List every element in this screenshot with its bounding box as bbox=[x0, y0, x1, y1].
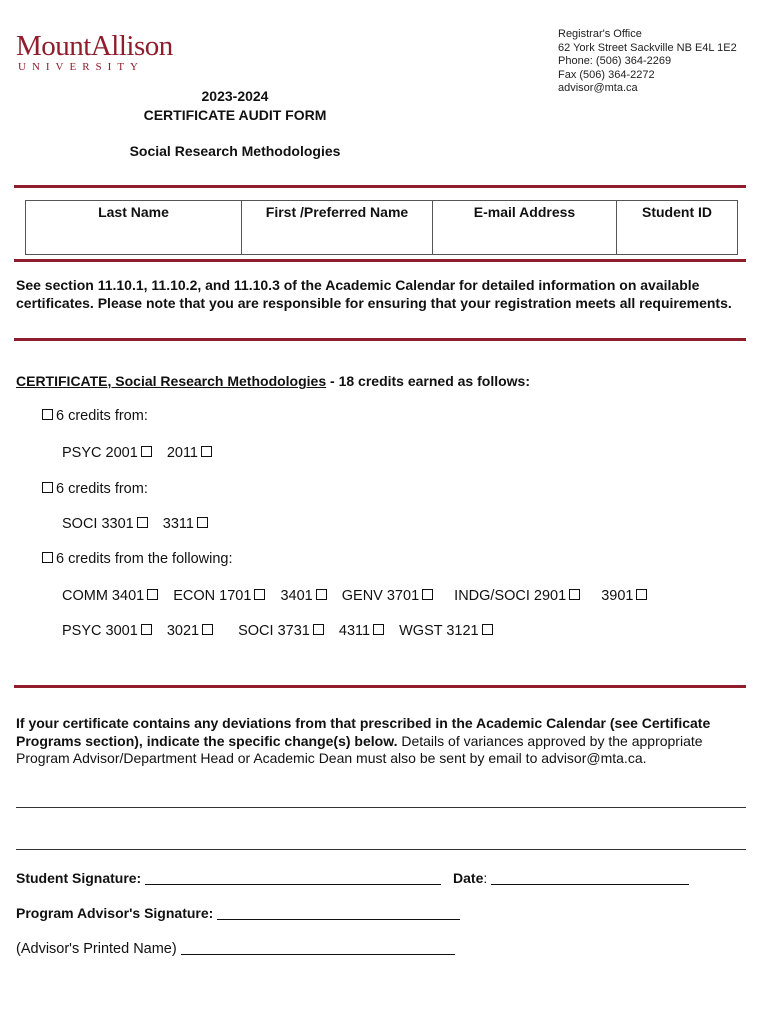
requirement-1-courses bbox=[62, 445, 215, 461]
requirement-1-label: 6 credits from: bbox=[56, 408, 148, 424]
course-label: 3021 bbox=[166, 623, 200, 639]
deviation-entry-line-2[interactable] bbox=[16, 849, 746, 850]
deviations-normal-text: Details of variances approved by the appropriate Program Advisor/Department Head or Academic Dean must also be sent by email to advisor@mta.ca. bbox=[16, 732, 703, 766]
requirement-3-courses-row-2 bbox=[62, 623, 496, 639]
first-name-field[interactable]: First /Preferred Name bbox=[242, 201, 433, 255]
divider bbox=[14, 185, 746, 188]
student-info-table bbox=[25, 200, 738, 255]
requirement-1 bbox=[42, 408, 148, 424]
course-label: PSYC 2001 bbox=[62, 445, 138, 461]
course-checkbox[interactable] bbox=[202, 624, 213, 635]
course-checkbox[interactable] bbox=[201, 446, 212, 457]
advisor-printed-name-row bbox=[16, 940, 455, 957]
course-checkbox[interactable] bbox=[482, 624, 493, 635]
requirement-2-checkbox[interactable] bbox=[42, 482, 53, 493]
deviations-instructions bbox=[16, 715, 746, 768]
advisor-printed-name-label: (Advisor's Printed Name) bbox=[16, 941, 177, 957]
certificate-heading bbox=[16, 373, 530, 389]
advisor-printed-name-field[interactable] bbox=[181, 940, 455, 955]
advisor-signature-row bbox=[16, 905, 460, 921]
office-fax: Fax (506) 364-2272 bbox=[558, 68, 655, 81]
academic-year: 2023-2024 bbox=[201, 88, 269, 104]
course-label: 4311 bbox=[338, 623, 371, 639]
date-field[interactable] bbox=[491, 870, 689, 885]
course-label: 3311 bbox=[162, 516, 194, 532]
office-name: Registrar's Office bbox=[558, 28, 642, 40]
student-signature-field[interactable] bbox=[145, 870, 441, 885]
course-label: 3901 bbox=[601, 588, 634, 604]
course-label: ECON 1701 bbox=[173, 588, 252, 604]
university-logo: MountAllison bbox=[16, 30, 173, 62]
certificate-credits: - 18 credits earned as follows: bbox=[326, 373, 530, 389]
deviations-bold-text: If your certificate contains any deviations from that prescribed in the Academic Calendar (see Certificate Programs section), indicate the specific change(s) below. bbox=[16, 715, 711, 749]
requirement-2-label: 6 credits from: bbox=[56, 481, 148, 497]
course-checkbox[interactable] bbox=[147, 589, 158, 600]
course-checkbox[interactable] bbox=[141, 624, 152, 635]
advisor-signature-field[interactable] bbox=[217, 905, 460, 920]
email-field[interactable]: E-mail Address bbox=[433, 201, 617, 255]
requirement-3-checkbox[interactable] bbox=[42, 552, 53, 563]
course-label: 3401 bbox=[280, 588, 313, 604]
office-address: 62 York Street Sackville NB E4L 1E2 bbox=[558, 41, 737, 54]
course-label: SOCI 3731 bbox=[238, 623, 310, 639]
course-checkbox[interactable] bbox=[422, 589, 433, 600]
requirement-3-label: 6 credits from the following: bbox=[56, 551, 233, 567]
course-checkbox[interactable] bbox=[137, 517, 148, 528]
course-label: SOCI 3301 bbox=[62, 516, 134, 532]
program-title: Social Research Methodologies bbox=[129, 143, 341, 159]
course-checkbox[interactable] bbox=[373, 624, 384, 635]
requirement-3-courses-row-1 bbox=[62, 588, 650, 604]
calendar-notice: See section 11.10.1, 11.10.2, and 11.10.3 of the Academic Calendar for detailed information on available certificates. Please note that you are responsible for ensuring that your registration meets all requirements. bbox=[16, 277, 732, 311]
divider bbox=[14, 685, 746, 688]
office-phone: Phone: (506) 364-2269 bbox=[558, 55, 672, 67]
course-label: GENV 3701 bbox=[341, 588, 420, 604]
course-label: PSYC 3001 bbox=[62, 623, 138, 639]
course-label: INDG/SOCI 2901 bbox=[454, 588, 567, 604]
course-checkbox[interactable] bbox=[569, 589, 580, 600]
divider bbox=[14, 338, 746, 341]
office-email: advisor@mta.ca bbox=[558, 82, 638, 94]
university-logo-subtitle: UNIVERSITY bbox=[18, 61, 144, 73]
requirement-2 bbox=[42, 481, 148, 497]
last-name-field[interactable]: Last Name bbox=[26, 201, 242, 255]
requirement-3 bbox=[42, 551, 233, 567]
advisor-signature-label: Program Advisor's Signature: bbox=[16, 905, 214, 921]
date-label: Date bbox=[453, 870, 484, 886]
course-checkbox[interactable] bbox=[316, 589, 327, 600]
course-checkbox[interactable] bbox=[636, 589, 647, 600]
course-checkbox[interactable] bbox=[313, 624, 324, 635]
registrar-office-contact bbox=[558, 28, 737, 96]
certificate-name: CERTIFICATE, Social Research Methodologies bbox=[16, 373, 327, 389]
student-signature-row bbox=[16, 870, 689, 886]
course-checkbox[interactable] bbox=[141, 446, 152, 457]
divider bbox=[14, 259, 746, 262]
course-label: COMM 3401 bbox=[62, 588, 145, 604]
course-label: 2011 bbox=[166, 445, 198, 461]
form-title: CERTIFICATE AUDIT FORM bbox=[143, 107, 327, 123]
course-checkbox[interactable] bbox=[254, 589, 265, 600]
course-label: WGST 3121 bbox=[399, 623, 479, 639]
deviation-entry-line-1[interactable] bbox=[16, 807, 746, 808]
student-id-field[interactable]: Student ID bbox=[617, 201, 738, 255]
student-signature-label: Student Signature: bbox=[16, 870, 142, 886]
requirement-1-checkbox[interactable] bbox=[42, 409, 53, 420]
date-colon: : bbox=[483, 870, 488, 886]
course-checkbox[interactable] bbox=[197, 517, 208, 528]
requirement-2-courses bbox=[62, 516, 211, 532]
